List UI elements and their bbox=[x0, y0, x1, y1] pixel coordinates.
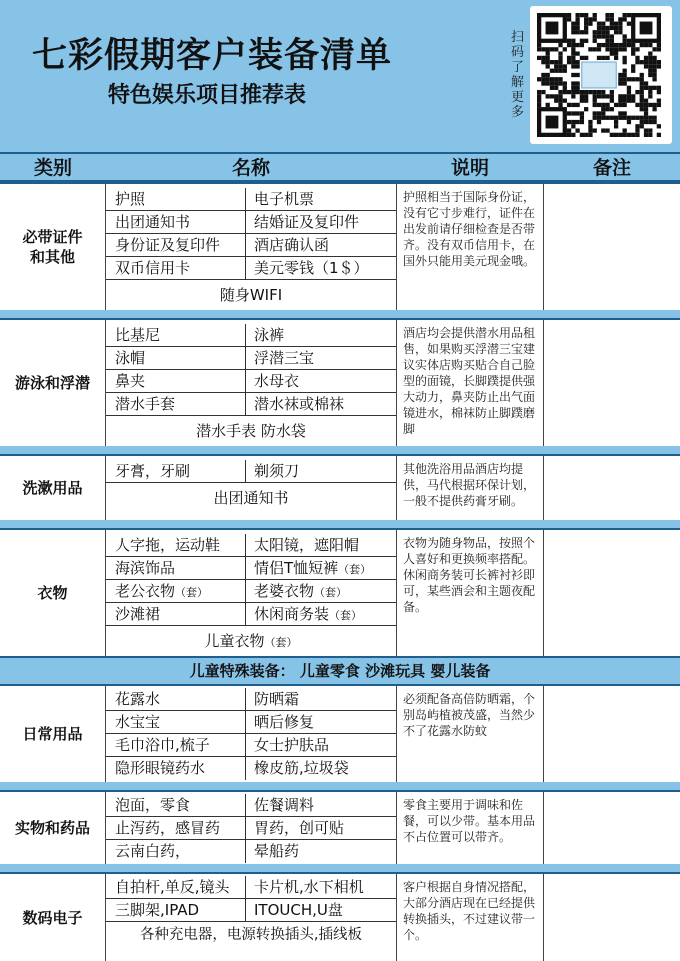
list-item: 潜水手套 潜水袜或棉袜 bbox=[106, 393, 396, 416]
category-label: 衣物 bbox=[0, 530, 106, 656]
section-divider bbox=[0, 446, 680, 454]
note-cell bbox=[544, 874, 680, 961]
list-item: 老公衣物（套） 老婆衣物（套） bbox=[106, 580, 396, 603]
item-list bbox=[106, 874, 396, 948]
category-label: 游泳和浮潜 bbox=[0, 320, 106, 446]
note-cell bbox=[544, 320, 680, 446]
list-item: 牙膏，牙刷 剃须刀 bbox=[106, 460, 396, 483]
list-item: 护照 电子机票 bbox=[106, 188, 396, 211]
section-divider bbox=[0, 310, 680, 318]
column-header-name: 名称 bbox=[231, 157, 270, 179]
item-list bbox=[106, 320, 396, 446]
category-label: 洗漱用品 bbox=[0, 456, 106, 520]
header bbox=[0, 0, 680, 152]
qr-code-icon bbox=[537, 13, 665, 137]
section-documents bbox=[0, 182, 680, 310]
description: 客户根据自身情况搭配，大部分酒店现在已经提供转换插头，不过建议带一个。 bbox=[396, 874, 544, 961]
column-header-description: 说明 bbox=[450, 157, 489, 179]
section-clothes bbox=[0, 528, 680, 656]
list-item: 鼻夹 水母衣 bbox=[106, 370, 396, 393]
list-item: 泳帽 浮潜三宝 bbox=[106, 347, 396, 370]
category-label: 必带证件 和其他 bbox=[0, 184, 106, 310]
description: 其他洗浴用品酒店均提供，马代根据环保计划，一般不提供药膏牙刷。 bbox=[396, 456, 544, 520]
section-divider bbox=[0, 782, 680, 790]
list-item: 水宝宝 晒后修复 bbox=[106, 711, 396, 734]
description: 酒店均会提供潜水用品租售，如果购买浮潜三宝建议实体店购买贴合自己脸型的面镜，长脚蹼提供强大动力，鼻夹防止出气面镜进水，棉袜防止脚蹼磨脚 bbox=[396, 320, 544, 446]
note-cell bbox=[544, 184, 680, 310]
section-food-medicine bbox=[0, 790, 680, 864]
list-item: 人字拖，运动鞋 太阳镜，遮阳帽 bbox=[106, 534, 396, 557]
list-item: 止泻药，感冒药 胃药，创可贴 bbox=[106, 817, 396, 840]
list-item: 身份证及复印件 酒店确认函 bbox=[106, 234, 396, 257]
section-daily bbox=[0, 684, 680, 782]
column-header-note: 备注 bbox=[592, 157, 631, 179]
page-title: 七彩假期客户装备清单 bbox=[32, 36, 393, 76]
note-cell bbox=[544, 530, 680, 656]
section-digital bbox=[0, 872, 680, 961]
list-item: 隐形眼镜药水 橡皮筋,垃圾袋 bbox=[106, 757, 396, 780]
note-cell bbox=[544, 456, 680, 520]
item-list bbox=[106, 530, 396, 658]
list-item-full: 各种充电器，电源转换插头,插线板 bbox=[139, 927, 363, 943]
section-divider bbox=[0, 520, 680, 528]
category-label: 数码电子 bbox=[0, 874, 106, 961]
note-cell bbox=[544, 686, 680, 782]
list-item: 花露水 防晒霜 bbox=[106, 688, 396, 711]
list-item-full: 潜水手表 防水袋 bbox=[196, 422, 306, 440]
column-header-category: 类别 bbox=[33, 157, 72, 179]
section-toiletries bbox=[0, 454, 680, 520]
list-item: 云南白药， 晕船药 bbox=[106, 840, 396, 863]
description: 必须配备高倍防晒霜，个别岛屿植被茂盛，当然少不了花露水防蚊 bbox=[396, 686, 544, 782]
children-banner: 儿童特殊装备： 儿童零食 沙滩玩具 婴儿装备 bbox=[0, 656, 680, 684]
category-label: 日常用品 bbox=[0, 686, 106, 782]
description: 零食主要用于调味和佐餐，可以少带。基本用品不占位置可以带齐。 bbox=[396, 792, 544, 864]
list-item: 三脚架,IPAD ITOUCH,U盘 bbox=[106, 899, 396, 922]
list-item: 海滨饰品 情侣T恤短裤（套） bbox=[106, 557, 396, 580]
list-item: 出团通知书 结婚证及复印件 bbox=[106, 211, 396, 234]
list-item-full: 儿童衣物（套） bbox=[204, 632, 298, 650]
list-item: 比基尼 泳裤 bbox=[106, 324, 396, 347]
qr-code[interactable] bbox=[530, 6, 672, 144]
list-item-full: 出团通知书 bbox=[213, 489, 289, 507]
list-item: 泡面，零食 佐餐调料 bbox=[106, 794, 396, 817]
description: 衣物为随身物品，按照个人喜好和更换频率搭配。休闲商务装可长裤衬衫即可，某些酒会和主题夜配备。 bbox=[396, 530, 544, 656]
list-item: 毛巾浴巾,梳子 女士护肤品 bbox=[106, 734, 396, 757]
scan-prompt: 扫码了解更多 bbox=[511, 30, 525, 120]
section-divider bbox=[0, 864, 680, 872]
note-cell bbox=[544, 792, 680, 864]
item-list bbox=[106, 456, 396, 513]
list-item: 自拍杆,单反,镜头 卡片机,水下相机 bbox=[106, 876, 396, 899]
list-item-full: 随身WIFI bbox=[219, 286, 283, 304]
section-swimming bbox=[0, 318, 680, 446]
list-item: 沙滩裙 休闲商务装（套） bbox=[106, 603, 396, 626]
list-item: 双币信用卡 美元零钱（1＄） bbox=[106, 257, 396, 280]
category-label: 实物和药品 bbox=[0, 792, 106, 864]
page-subtitle: 特色娱乐项目推荐表 bbox=[108, 83, 307, 108]
column-header-row bbox=[0, 152, 680, 182]
item-list bbox=[106, 184, 396, 310]
item-list bbox=[106, 686, 396, 780]
description: 护照相当于国际身份证，没有它寸步难行，证件在出发前请仔细检查是否带齐。没有双币信用卡，在国外只能用美元现金哦。 bbox=[396, 184, 544, 310]
item-list bbox=[106, 792, 396, 863]
